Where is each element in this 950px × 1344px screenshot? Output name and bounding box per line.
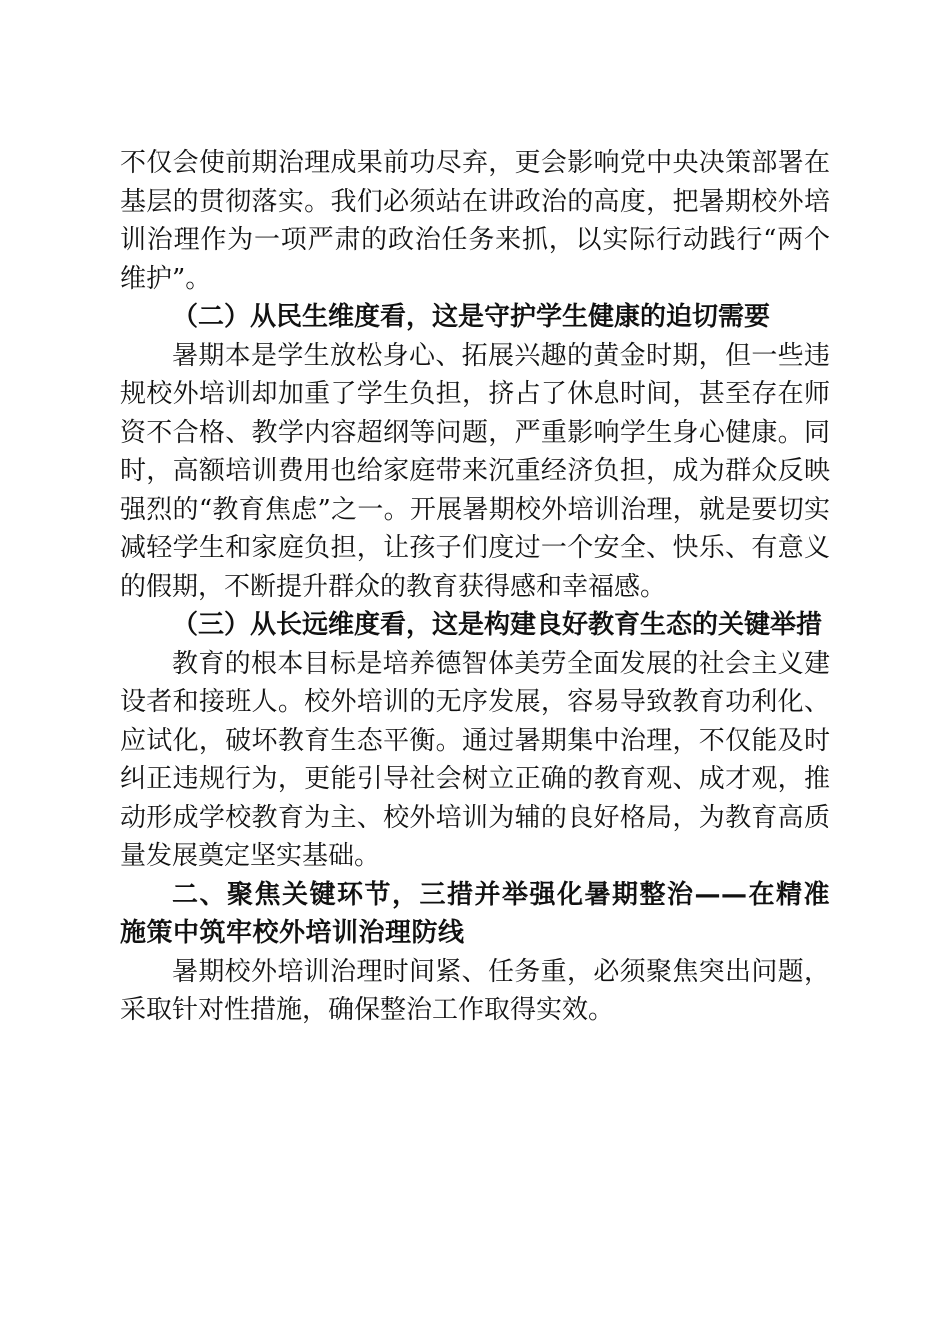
subheading-livelihood-dimension: （二）从民生维度看，这是守护学生健康的迫切需要 (172, 302, 771, 332)
subheading-long-term-dimension: （三）从长远维度看，这是构建良好教育生态的关键举措 (172, 610, 823, 640)
paragraph-education-ecology: 教育的根本目标是培养德智体美劳全面发展的社会主义建设者和接班人。校外培训的无序发展，容易导致教育功利化、应试化，破坏教育生态平衡。通过暑期集中治理，不仅能及时纠正违规行为，更能引导社会树立正确的教育观、成才观，推动形成学校教育为主、校外培训为辅的良好格局，为教育高质量发展奠定坚实基础。 (120, 648, 830, 871)
paragraph-continuation: 不仅会使前期治理成果前功尽弃，更会影响党中央决策部署在基层的贯彻落实。我们必须站在讲政治的高度，把暑期校外培训治理作为一项严肃的政治任务来抓，以实际行动践行“两个维护”。 (120, 148, 830, 294)
document-body (120, 144, 830, 1030)
paragraph-student-health: 暑期本是学生放松身心、拓展兴趣的黄金时期，但一些违规校外培训却加重了学生负担，挤占了休息时间，甚至存在师资不合格、教学内容超纲等问题，严重影响学生身心健康。同时，高额培训费用也给家庭带来沉重经济负担，成为群众反映强烈的“教育焦虑”之一。开展暑期校外培训治理，就是要切实减轻学生和家庭负担，让孩子们度过一个安全、快乐、有意义的假期，不断提升群众的教育获得感和幸福感。 (120, 340, 830, 602)
paragraph-section-intro: 暑期校外培训治理时间紧、任务重，必须聚焦突出问题，采取针对性措施，确保整治工作取得实效。 (120, 956, 830, 1025)
section-heading-two: 二、聚焦关键环节，三措并举强化暑期整治——在精准施策中筑牢校外培训治理防线 (120, 879, 830, 948)
